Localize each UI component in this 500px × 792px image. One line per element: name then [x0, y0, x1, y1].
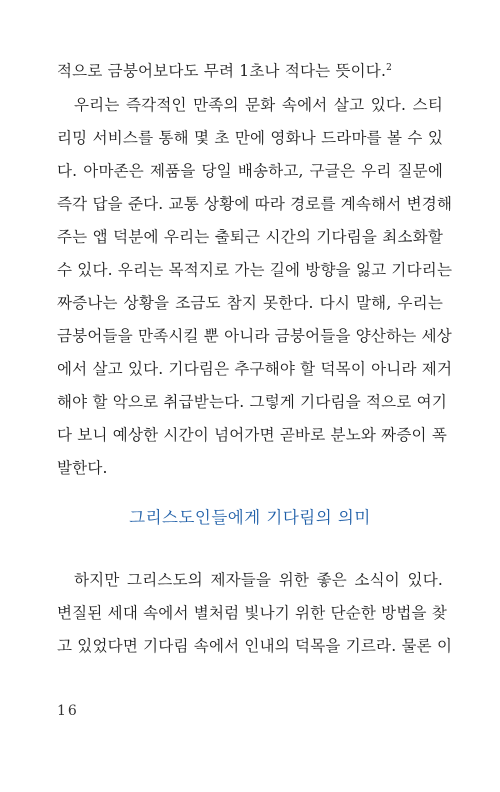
paragraph-line: 하지만 그리스도의 제자들을 위한 좋은 소식이 있다. — [74, 571, 443, 589]
paragraph-line: 짜증나는 상황을 조금도 참지 못한다. 다시 말해, 우리는 — [57, 294, 443, 312]
paragraph-line: 금붕어들을 만족시킬 뿐 아니라 금붕어들을 양산하는 세상 — [57, 327, 452, 345]
paragraph-line: 다 보니 예상한 시간이 넘어가면 곧바로 분노와 짜증이 폭 — [57, 426, 447, 444]
section-heading: 그리스도인들에게 기다림의 의미 — [129, 508, 371, 527]
paragraph-line: 에서 살고 있다. 기다림은 추구해야 할 덕목이 아니라 제거 — [57, 360, 453, 378]
paragraph-line: 수 있다. 우리는 목적지로 가는 길에 방향을 잃고 기다리는 — [57, 261, 453, 279]
paragraph-continuation — [57, 61, 443, 81]
paragraph-line: 주는 앱 덕분에 우리는 출퇴근 시간의 기다림을 최소화할 — [57, 228, 443, 246]
paragraph-line: 다. 아마존은 제품을 당일 배송하고, 구글은 우리 질문에 — [57, 162, 443, 180]
paragraph-line: 해야 할 악으로 취급받는다. 그렇게 기다림을 적으로 여기 — [57, 393, 447, 411]
paragraph-line: 우리는 즉각적인 만족의 문화 속에서 살고 있다. 스티 — [74, 96, 443, 114]
paragraph-line: 변질된 세대 속에서 별처럼 빛나기 위한 단순한 방법을 찾 — [57, 604, 447, 622]
paragraph-line: 발한다. — [57, 459, 108, 477]
footnote-marker: 2 — [386, 62, 393, 73]
paragraph-line: 즉각 답을 준다. 교통 상황에 따라 경로를 계속해서 변경해 — [57, 195, 453, 213]
page-number: 16 — [57, 703, 79, 719]
paragraph-line: 리밍 서비스를 통해 몇 초 만에 영화나 드라마를 볼 수 있 — [57, 129, 443, 147]
paragraph-line: 고 있었다면 기다림 속에서 인내의 덕목을 기르라. 물론 이 — [57, 637, 453, 655]
paragraph-line: 적으로 금붕어보다도 무려 1초나 적다는 뜻이다. — [57, 62, 387, 80]
